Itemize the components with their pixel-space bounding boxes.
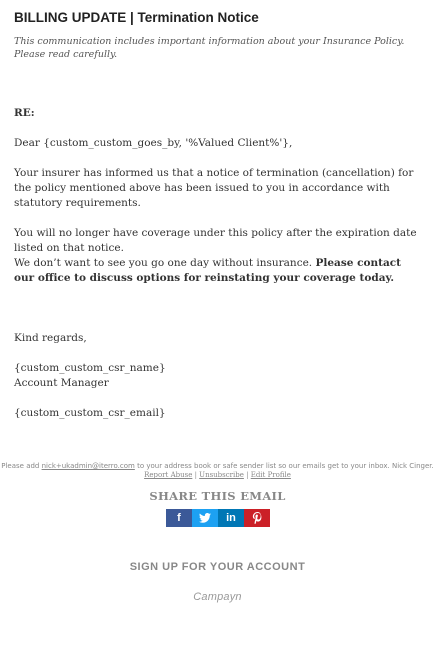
share-heading: SHARE THIS EMAIL bbox=[149, 489, 286, 503]
csr-name: {custom_custom_csr_name} bbox=[14, 362, 166, 374]
edit-profile-link[interactable]: Edit Profile bbox=[250, 471, 291, 479]
csr-title: Account Manager bbox=[14, 377, 109, 389]
letter-body bbox=[14, 106, 424, 421]
social-share-buttons bbox=[166, 509, 270, 527]
re-label: RE: bbox=[14, 107, 35, 119]
report-abuse-link[interactable]: Report Abuse bbox=[144, 471, 193, 479]
signup-heading[interactable]: SIGN UP FOR YOUR ACCOUNT bbox=[129, 561, 306, 573]
pinterest-share-button[interactable] bbox=[244, 509, 270, 527]
paragraph-termination: Your insurer has informed us that a notice of termination (cancellation) for the policy mentioned above has been issued to you in accordance with statutory requirements. bbox=[14, 167, 414, 209]
footer-links: Report Abuse | Unsubscribe | Edit Profile bbox=[144, 471, 291, 479]
contact-emphasis: Please contact our office to discuss options for reinstating your coverage today. bbox=[14, 257, 402, 284]
email-title: BILLING UPDATE | Termination Notice bbox=[14, 10, 259, 25]
csr-email: {custom_custom_csr_email} bbox=[14, 407, 166, 419]
email-header bbox=[14, 9, 424, 61]
footer-note bbox=[0, 462, 435, 480]
email-subtitle: This communication includes important information about your Insurance Policy. Please read carefully. bbox=[14, 36, 405, 60]
campayn-logo[interactable]: Campayn bbox=[193, 591, 242, 603]
facebook-share-button[interactable] bbox=[166, 509, 192, 527]
twitter-share-button[interactable] bbox=[192, 509, 218, 527]
linkedin-icon: in bbox=[226, 512, 236, 524]
paragraph-coverage: You will no longer have coverage under this policy after the expiration date listed on that notice. bbox=[14, 227, 417, 254]
pinterest-icon bbox=[252, 512, 263, 524]
closing: Kind regards, bbox=[14, 332, 87, 344]
unsubscribe-link[interactable]: Unsubscribe bbox=[199, 471, 244, 479]
twitter-icon bbox=[199, 513, 211, 523]
safe-sender-note: Please add nick+ukadmin@iterro.com to your address book or safe sender list so our emails get to your inbox. Nick Cinger. bbox=[1, 462, 434, 470]
contact-text: We don’t want to see you go one day without insurance. bbox=[14, 257, 316, 269]
linkedin-share-button[interactable] bbox=[218, 509, 244, 527]
facebook-icon: f bbox=[177, 512, 181, 524]
sender-email-link[interactable]: nick+ukadmin@iterro.com bbox=[41, 462, 135, 470]
greeting: Dear {custom_custom_goes_by, '%Valued Client%'}, bbox=[14, 137, 293, 149]
paragraph-contact bbox=[14, 256, 424, 286]
